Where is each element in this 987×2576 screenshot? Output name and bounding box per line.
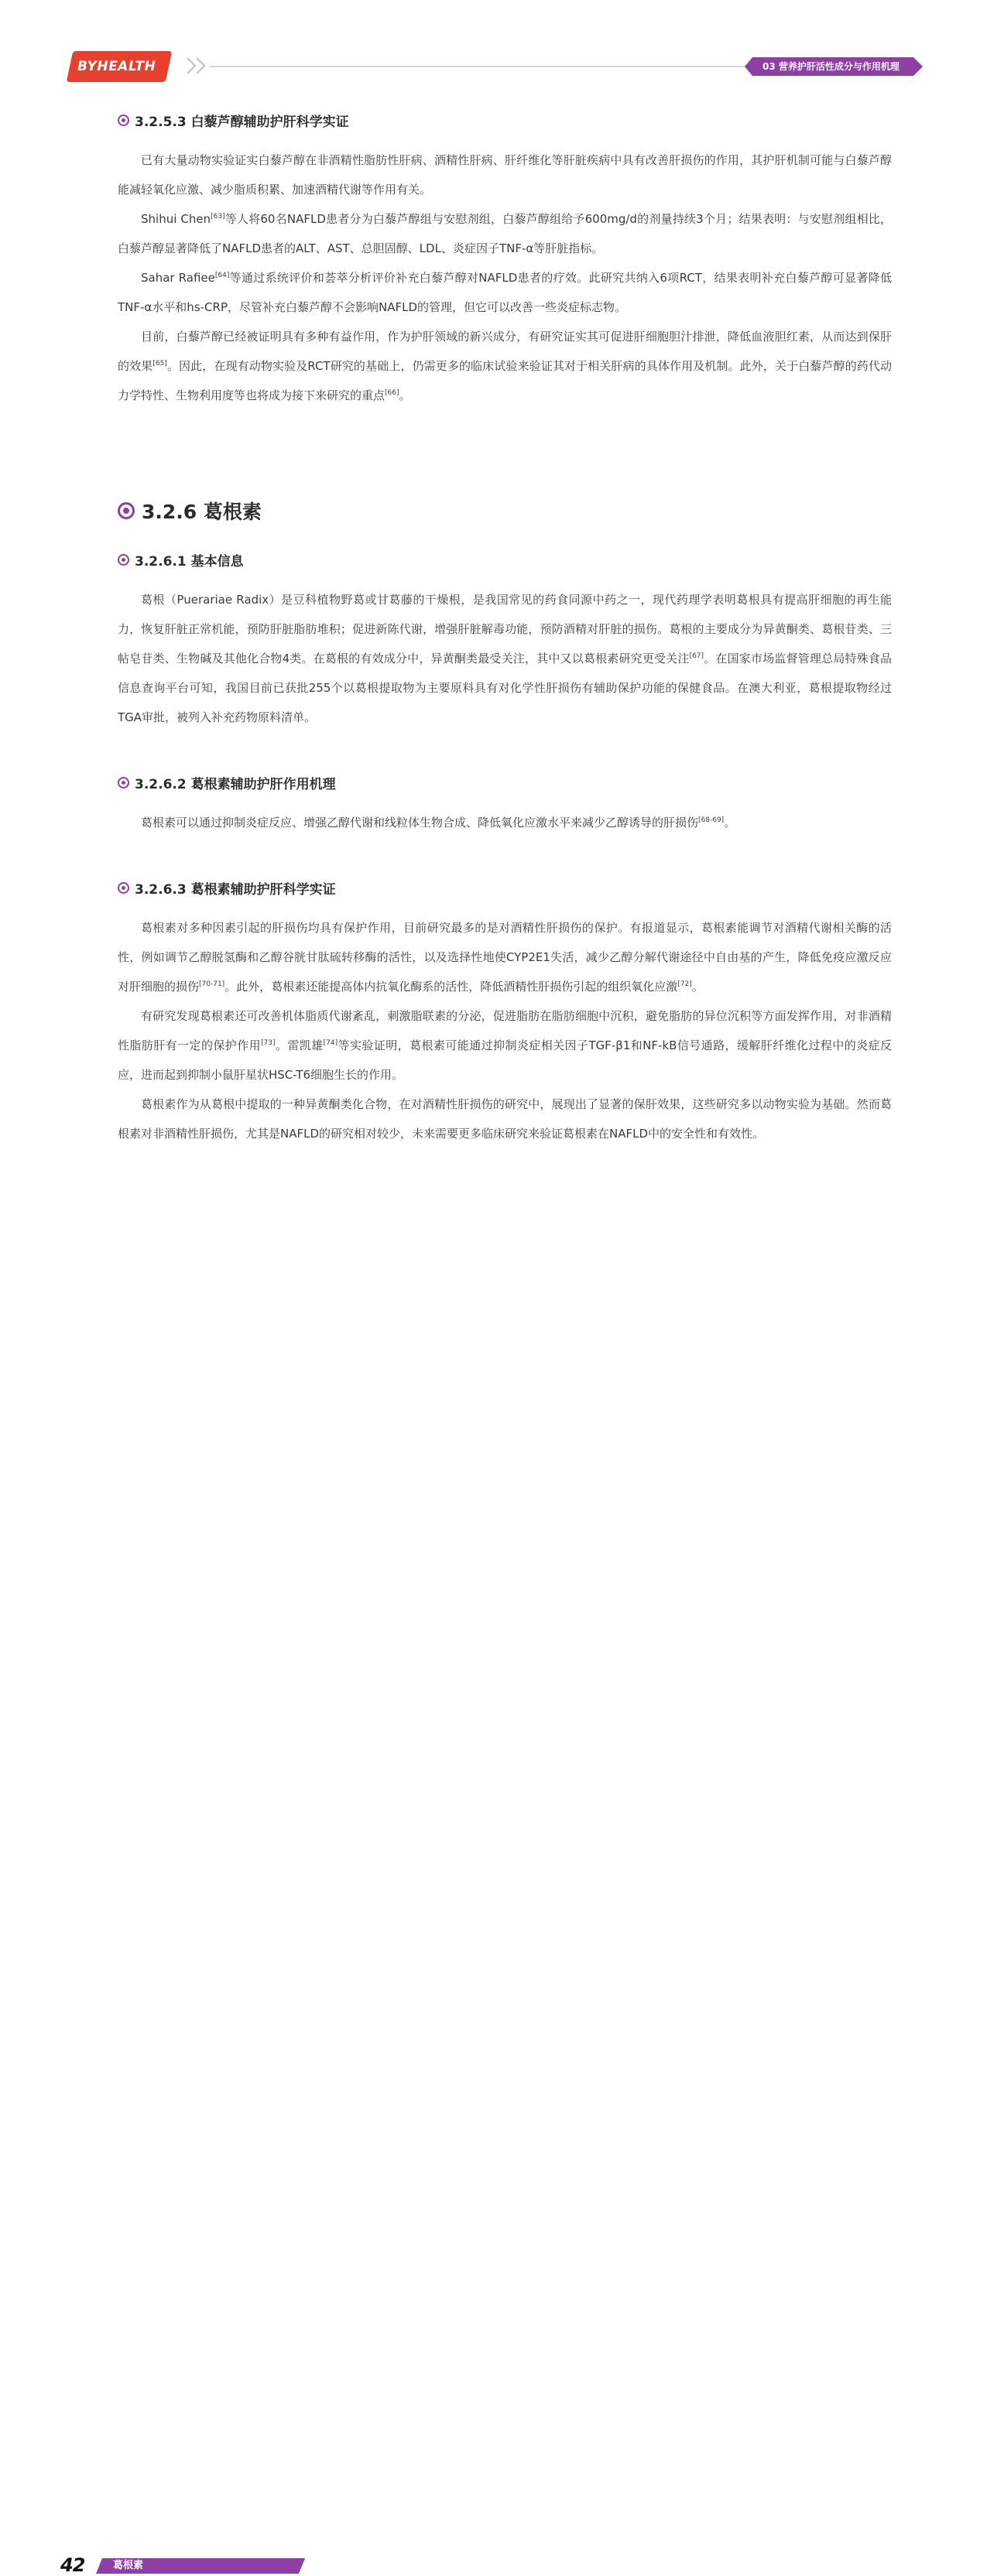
footer-label: 葛根素 [113,2560,144,2571]
section-tag: 03 营养护肝活性成分与作用机理 [763,61,900,72]
section-heading [118,548,892,571]
citation: [74] [323,1039,338,1047]
section-heading [118,108,892,132]
target-icon [118,502,135,519]
paragraph: 已有大量动物实验证实白藜芦醇在非酒精性脂肪性肝病、酒精性肝病、肝纤维化等肝脏疾病中具有改善肝损伤的作用，其护肝机制可能与白藜芦醇能减轻氧化应激、减少脂质积累、加速酒精代谢等作用有关。 [118,153,892,197]
heading-text: 3.2.6.2 葛根素辅助护肝作用机理 [135,776,336,792]
citation: [67] [689,652,704,660]
page-number: 42 [60,2554,85,2576]
citation: [64] [214,272,230,279]
page-header [0,0,987,93]
heading-text: 3.2.6.1 基本信息 [135,553,244,570]
paragraph: 葛根素可以通过抑制炎症反应、增强乙醇代谢和线粒体生物合成、降低氧化应激水平来减少乙醇诱导的肝损伤[68-69]。 [141,816,736,830]
citation: [68-69] [698,816,725,824]
paragraph: 葛根素作为从葛根中提取的一种异黄酮类化合物，在对酒精性肝损伤的研究中，展现出了显著的保肝效果，这些研究多以动物实验为基础。然而葛根素对非酒精性肝损伤，尤其是NAFLD的研究相对较少，未来需要更多临床研究来验证葛根素在NAFLD中的安全性和有效性。 [118,1097,892,1141]
citation: [66] [385,389,399,397]
paragraph: 有研究发现葛根素还可改善机体脂质代谢紊乱，刺激脂联素的分泌，促进脂肪在脂肪细胞中沉积，避免脂肪的异位沉积等方面发挥作用，对非酒精性脂肪肝有一定的保护作用[73]。雷凯雄[74]等实验证明，葛根素可能通过抑制炎症相关因子TGF-β1和NF-kB信号通路，缓解肝纤维化过程中的炎症反应，进而起到抑制小鼠肝星状HSC-T6细胞生长的作用。 [118,1009,892,1082]
paragraph: 葛根（Puerariae Radix）是豆科植物野葛或甘葛藤的干燥根，是我国常见的药食同源中药之一，现代药理学表明葛根具有提高肝细胞的再生能力，恢复肝脏正常机能，预防肝脏脂肪堆积；促进新陈代谢，增强肝脏解毒功能，预防酒精对肝脏的损伤。葛根的主要成分为异黄酮类、葛根苷类、三帖皂苷类、生物碱及其他化合物4类。在葛根的有效成分中，异黄酮类最受关注，其中又以葛根素研究更受关注[67]。在国家市场监督管理总局特殊食品信息查询平台可知，我国目前已获批255个以葛根提取物为主要原料具有对化学性肝损伤有辅助保护功能的保健食品。在澳大利亚，葛根提取物经过TGA审批，被列入补充药物原料清单。 [118,593,892,724]
section-heading [118,771,892,794]
citation: [72] [677,980,692,988]
target-icon [118,554,129,566]
heading-text: 3.2.5.3 白藜芦醇辅助护肝科学实证 [135,114,349,130]
target-icon [118,882,129,894]
citation: [65] [153,360,167,368]
citation: [73] [261,1039,276,1047]
chapter-heading [118,495,892,526]
paragraph: Sahar Rafiee[64]等通过系统评价和荟萃分析评价补充白藜芦醇对NAFLD患者的疗效。此研究共纳入6项RCT，结果表明补充白藜芦醇可显著降低TNF-α水平和hs-CRP，尽管补充白藜芦醇不会影响NAFLD的管理，但它可以改善一些炎症标志物。 [118,271,892,314]
citation: [70-71] [199,980,225,988]
paragraph: 目前，白藜芦醇已经被证明具有多种有益作用，作为护肝领域的新兴成分，有研究证实其可促进肝细胞胆汁排泄，降低血液胆红素，从而达到保肝的效果[65]。因此，在现有动物实验及RCT研究的基础上，仍需更多的临床试验来验证其对于相关肝病的具体作用及机制。此外，关于白藜芦醇的药代动力学特性、生物利用度等也将成为接下来研究的重点[66]。 [118,330,892,402]
brand-logo: BYHEALTH [77,59,156,74]
paragraph: Shihui Chen[63]等人将60名NAFLD患者分为白藜芦醇组与安慰剂组，白藜芦醇组给予600mg/d的剂量持续3个月；结果表明：与安慰剂组相比，白藜芦醇显著降低了NAFLD患者的ALT、AST、总胆固醇、LDL、炎症因子TNF-α等肝脏指标。 [118,212,892,255]
section-heading [118,876,892,899]
heading-text: 3.2.6.3 葛根素辅助护肝科学实证 [135,881,336,898]
heading-text: 3.2.6 葛根素 [142,501,262,523]
paragraph: 葛根素对多种因素引起的肝损伤均具有保护作用，目前研究最多的是对酒精性肝损伤的保护。有报道显示，葛根素能调节对酒精代谢相关酶的活性，例如调节乙醇脱氢酶和乙醇谷胱甘肽硫转移酶的活性，以及选择性地使CYP2E1失活，减少乙醇分解代谢途径中自由基的产生，降低免疫应激反应对肝细胞的损伤[70-71]。此外，葛根素还能提高体内抗氧化酶系的活性，降低酒精性肝损伤引起的组织氧化应激[72]。 [118,921,892,994]
page-footer [0,1277,987,2576]
main-content [118,108,892,1148]
citation: [63] [211,213,225,221]
header-divider [209,66,751,67]
target-icon [118,115,129,126]
target-icon [118,777,129,789]
